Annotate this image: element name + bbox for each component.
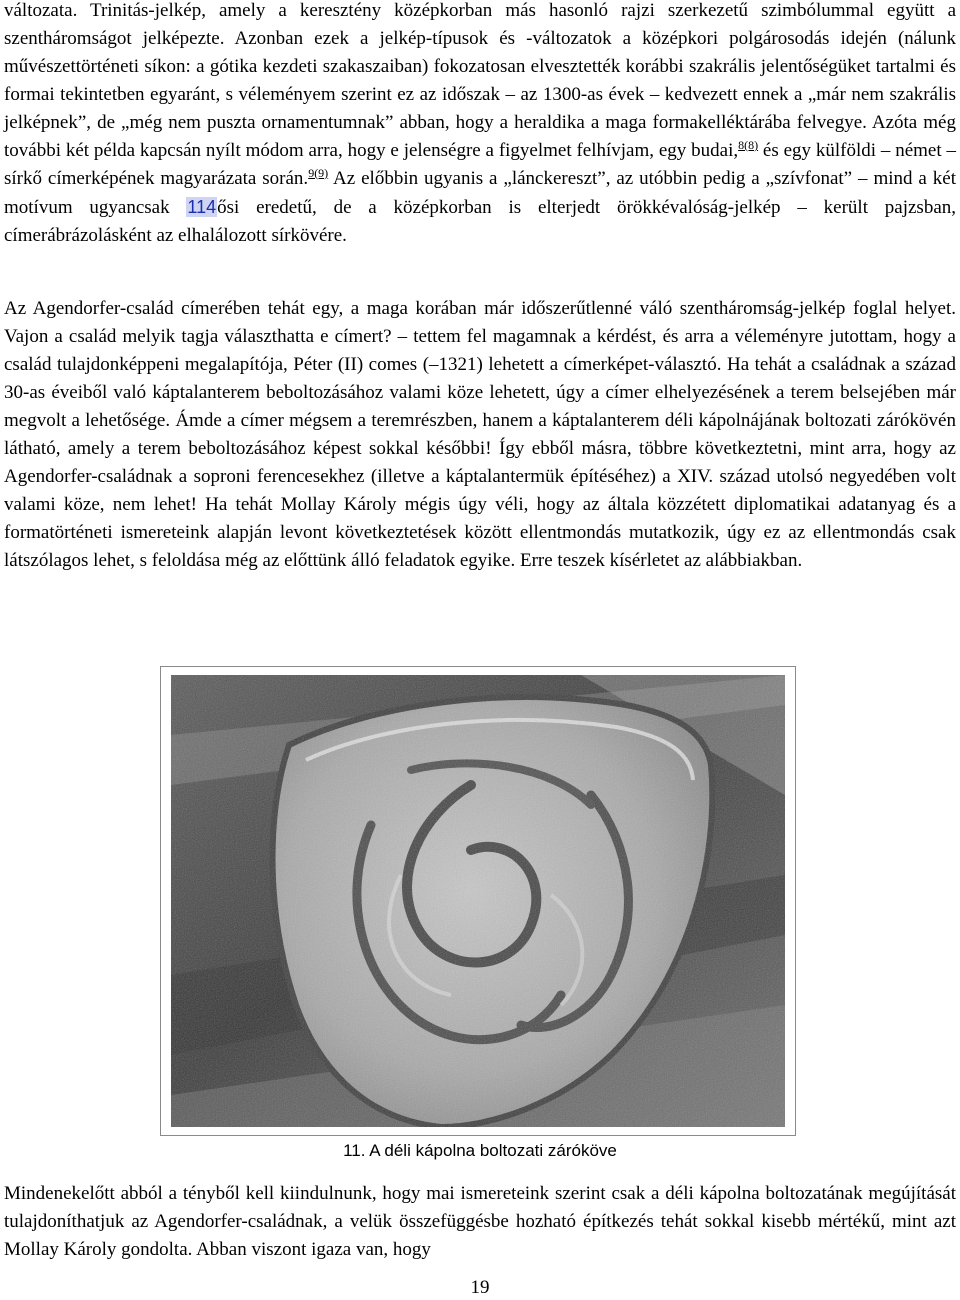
- paragraph-3: Mindenekelőtt abból a tényből kell kiindulnunk, hogy mai ismereteink szerint csak a déli kápolna boltozatának megújítását tulajdoníthatjuk az Agendorfer-családnak, a velük összefüggésbe hozható építkezés tehát sokkal kisebb mértékű, mint azt Mollay Károly gondolta. Abban viszont igaza van, hogy: [4, 1183, 956, 1260]
- page-number: 19: [470, 1277, 490, 1298]
- paragraph-2: Az Agendorfer-család címerében tehát egy, a maga korában már időszerűtlenné váló szentháromság-jelkép foglal helyet. Vajon a család melyik tagja választhatta e címert? – tettem fel magamnak a kérdést, és arra a véleményre jutottam, hogy a család tulajdonképpeni megalapítója, Péter (II) comes (–1321) lehetett a címerképet-választó. Ha tehát a családnak a század 30-as éveiből való káptalanterem beboltozásához valami köze lehetett, úgy a címer elhelyezésének a terem belsejében már megvolt a lehetősége. Ámde a címer mégsem a teremrészben, hanem a káptalanterem déli kápolnájának boltozati zárókövén látható, amely a terem beboltozásához képest sokkal későbbi! Így ebből másra, többre következtetni, mint arra, hogy az Agendorfer-családnak a soproni ferencesekhez (illetve a káptalantermük építéséhez) a XIV. század utolsó negyedében volt valami köze, nem lehet! Ha tehát Mollay Károly mégis úgy véli, hogy az általa közzétett diplomatikai adatanyag és a formatörténeti ismereteink alapján levont következtetések között ellentmondás mutatkozik, úgy ez az ellentmondás csak látszólagos lehet, s feloldása még az előttünk álló feladatok egyike. Erre teszek kísérletet az alábbiakban.: [4, 298, 956, 571]
- figure-caption: 11. A déli kápolna boltozati záróköve: [343, 1141, 617, 1160]
- figure-frame: [160, 666, 796, 1136]
- keystone-photo: [171, 675, 785, 1127]
- paragraph-1-text-b: és egy külföldi – német – sírkő címerképének magyarázata során.: [4, 140, 956, 189]
- footnote-link-9[interactable]: 9(9): [308, 166, 329, 180]
- footnote-link-8[interactable]: 8(8): [738, 138, 759, 152]
- paragraph-1-text-d: ősi eredetű, de a középkorban is elterjedt örökkévalóság-jelkép – került pajzsban, címerábrázolásként az elhalálozott sírkövére.: [4, 197, 956, 246]
- paragraph-1-text-a: változata. Trinitás-jelkép, amely a keresztény középkorban más hasonló rajzi szerkezetű szimbólummal együtt a szentháromságot jelképezte. Azonban ezek a jelkép-típusok és -változatok a középkori polgárosodás idején (nálunk művészettörténeti síkon: a gótika kezdeti szakaszaiban) fokozatosan elvesztették korábbi szakrális jelentőségüket tartalmi és formai tekintetben egyaránt, s véleményem szerint ez az időszak – az 1300-as évek – kedvezett ennek a „már nem szakrális jelképnek”, de „még nem puszta ornamentumnak” abban, hogy a heraldika a maga formakelléktárába felvegye. Azóta még további két példa kapcsán nyílt módom arra, hogy e jelenségre a figyelmet felhívjam, egy budai,: [4, 0, 956, 161]
- paragraph-1-text-c: Az előbbin ugyanis a „lánckereszt”, az utóbbin pedig a „szívfonat” – mind a két motívum ugyancsak: [4, 168, 956, 218]
- page-reference-link[interactable]: 114: [187, 197, 217, 217]
- paragraph-1: [4, 0, 956, 250]
- keystone-image: [171, 675, 785, 1127]
